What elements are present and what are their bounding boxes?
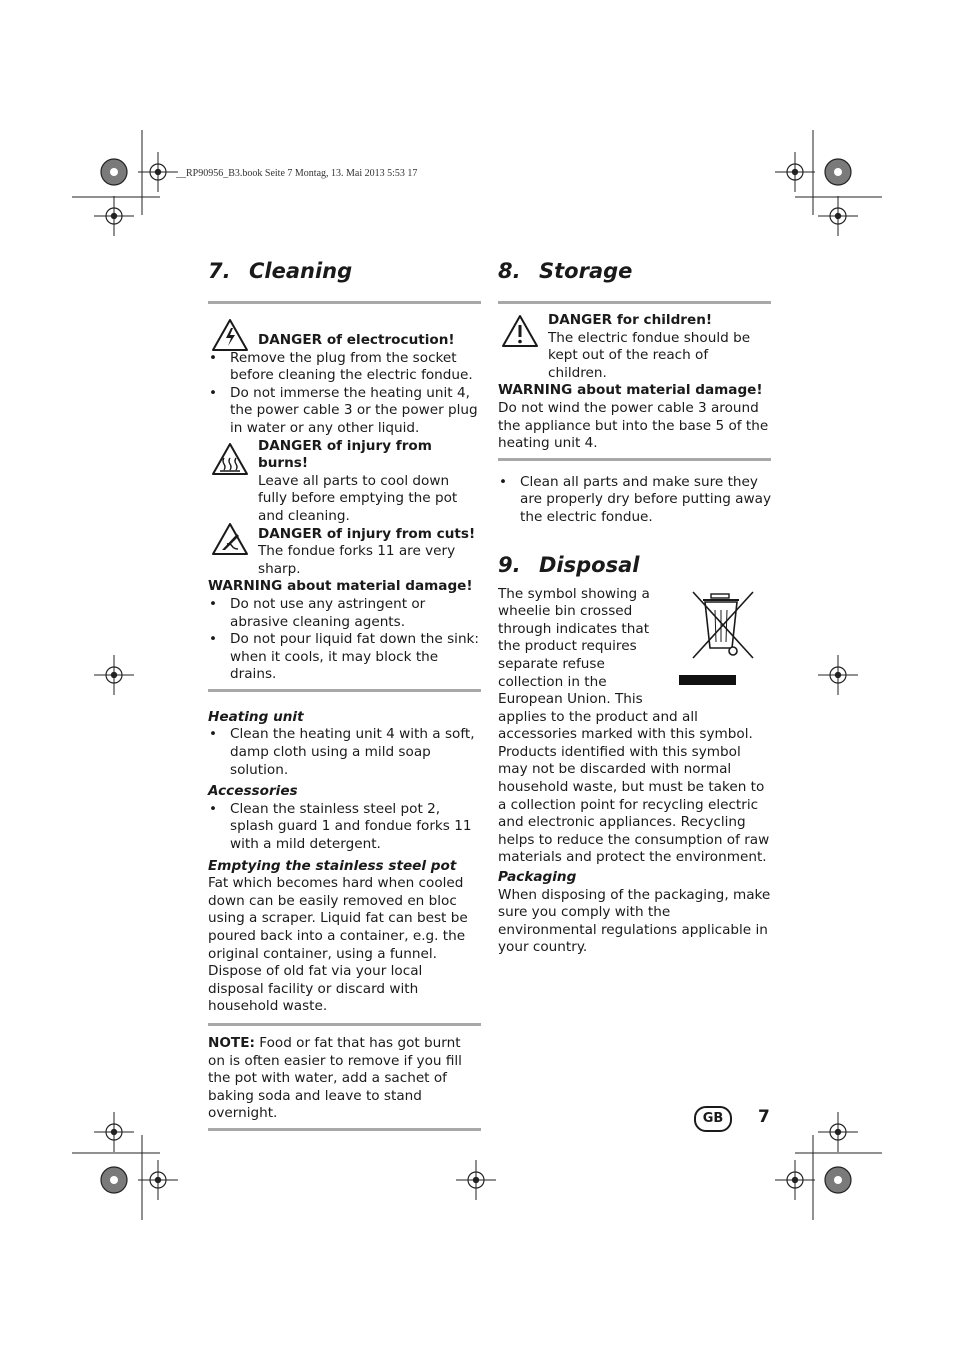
danger-cuts-block [208, 526, 481, 579]
danger-cuts-title: DANGER of injury from cuts! [258, 525, 476, 542]
disposal-heading: 9. Disposal [498, 552, 640, 577]
storage-section [498, 258, 771, 957]
heating-unit-bullets [208, 726, 481, 779]
cleaning-heading: 7. Cleaning [208, 259, 353, 283]
weee-bar [679, 675, 736, 685]
section-rule [208, 689, 481, 692]
electrocution-warning-icon [211, 318, 249, 352]
note-text: Food or fat that has got burnt on is often easier to remove if you fill the pot with water, add a sachet of baking soda and leave to stand overnight. [208, 1034, 462, 1122]
packaging-text: When disposing of the packaging, make sure you comply with the environmental regulations applicable in your country. [498, 886, 771, 956]
cleaning-section [208, 258, 481, 1131]
section-rule [498, 458, 771, 461]
disposal-text: The symbol showing a wheelie bin crossed through indicates that the product requires separate refuse collection in the European Union. This applies to the product and all accessories marked with this symbol. Products identified with this symbol may not be discarded with normal household waste, but must be taken to a collection point for recycling electric and electronic appliances. Recycling helps to reduce the consumption of raw materials and protect the environment. [498, 585, 770, 866]
packaging-title: Packaging [498, 869, 577, 886]
emptying-text: Fat which becomes hard when cooled down can be easily removed en bloc using a scraper. Liquid fat can best be poured back into a container, e.g. the original container, using a funnel. Dispose of old fat via your local disposal facility or discard with household waste. [208, 875, 468, 1015]
section-rule [208, 1128, 481, 1131]
list-item: • Do not immerse the heating unit 4, the power cable 3 or the power plug in water or any other liquid. [208, 385, 481, 438]
section-rule [498, 301, 771, 304]
crossed-wheelie-bin-icon [689, 588, 759, 662]
list-item: • Do not pour liquid fat down the sink: when it cools, it may block the drains. [208, 631, 481, 684]
general-warning-icon [501, 314, 539, 348]
material-bullets [208, 596, 481, 684]
emptying-title: Emptying the stainless steel pot [208, 857, 457, 874]
warning-material-title: WARNING about material damage! [208, 578, 473, 595]
section-rule [208, 1023, 481, 1026]
storage-bullets [498, 474, 771, 527]
children-text: The electric fondue should be kept out of the reach of children. [548, 329, 751, 381]
list-item: • Remove the plug from the socket before cleaning the electric fondue. [208, 350, 481, 385]
accessories-bullets [208, 801, 481, 854]
note-label: NOTE: [208, 1034, 255, 1051]
weee-symbol [677, 586, 771, 708]
cuts-text: The fondue forks 11 are very sharp. [258, 543, 456, 577]
storage-heading: 8. Storage [498, 259, 633, 283]
danger-children-title: DANGER for children! [548, 312, 713, 328]
country-badge: GB [694, 1106, 732, 1132]
storage-warning-title: WARNING about material damage! [498, 382, 763, 399]
danger-electrocution-block [208, 316, 481, 350]
list-item: • Clean all parts and make sure they are properly dry before putting away the electric fondue. [498, 474, 771, 527]
print-header-line: __RP90956_B3.book Seite 7 Montag, 13. Mai 2013 5:53 17 [176, 168, 418, 179]
heating-unit-title: Heating unit [208, 708, 304, 725]
danger-children-block [498, 312, 771, 382]
section-rule [208, 301, 481, 304]
accessories-title: Accessories [208, 783, 298, 800]
cut-hazard-warning-icon [211, 522, 249, 556]
danger-burns-title: DANGER of injury from burns! [258, 437, 432, 472]
disposal-body [498, 586, 771, 868]
note-paragraph [208, 1035, 481, 1123]
list-item: • Clean the stainless steel pot 2, splash guard 1 and fondue forks 11 with a mild detergent. [208, 801, 481, 854]
danger-burns-block [208, 438, 481, 526]
page-number: 7 [758, 1107, 770, 1127]
hot-surface-warning-icon [211, 442, 249, 476]
electrocution-bullets [208, 350, 481, 438]
danger-electrocution-title: DANGER of electrocution! [258, 332, 455, 348]
page-footer [694, 1106, 770, 1132]
list-item: • Do not use any astringent or abrasive cleaning agents. [208, 596, 481, 631]
burns-text: Leave all parts to cool down fully before emptying the pot and cleaning. [258, 472, 458, 524]
list-item: • Clean the heating unit 4 with a soft, damp cloth using a mild soap solution. [208, 726, 481, 779]
storage-warning-text: Do not wind the power cable 3 around the appliance but into the base 5 of the heating unit 4. [498, 399, 769, 452]
